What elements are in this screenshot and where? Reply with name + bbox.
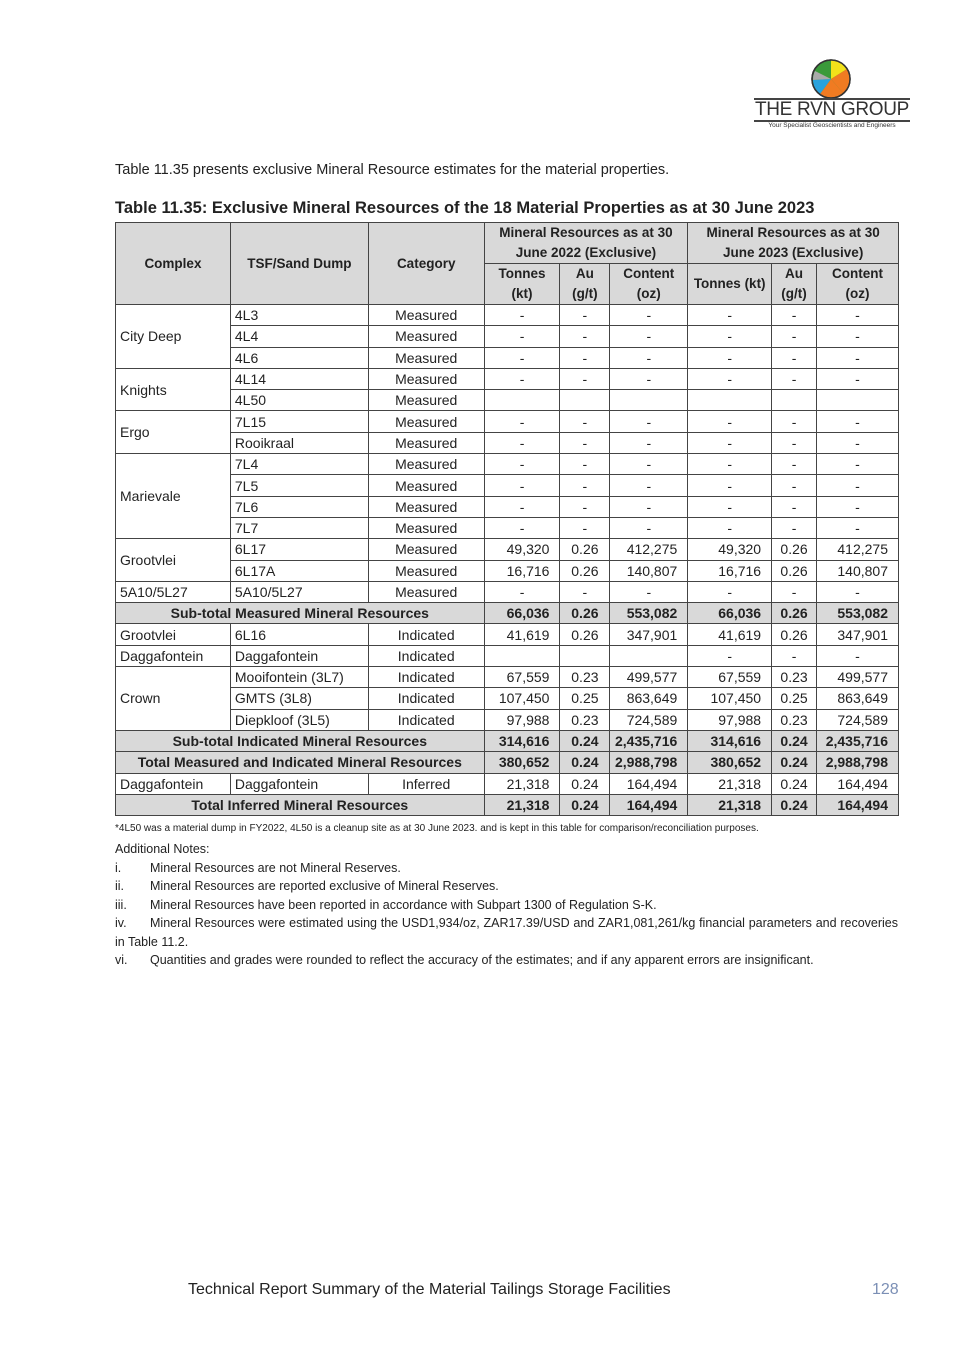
tonnes-2022-cell: -	[484, 432, 560, 453]
content-2022-cell: -	[610, 305, 688, 326]
note-text: Mineral Resources have been reported in accordance with Subpart 1300 of Regulation S-K.	[150, 897, 657, 912]
tonnes-2022-cell: -	[484, 454, 560, 475]
tsf-cell: 7L7	[230, 517, 368, 538]
complex-cell: Grootvlei	[116, 539, 231, 582]
header-category: Category	[368, 223, 484, 305]
tsf-cell: Daggafontein	[230, 645, 368, 666]
category-cell: Measured	[368, 475, 484, 496]
tsf-cell: Diepkloof (3L5)	[230, 709, 368, 730]
au-2023-cell: 0.26	[772, 603, 817, 624]
au-2023-cell: 0.25	[772, 688, 817, 709]
au-2023-cell: 0.26	[772, 560, 817, 581]
au-2022-cell: -	[560, 517, 610, 538]
content-2022-cell: 499,577	[610, 667, 688, 688]
content-2022-cell: -	[610, 326, 688, 347]
subtotal-label: Total Measured and Indicated Mineral Resources	[116, 752, 485, 773]
tonnes-2023-cell: 21,318	[688, 794, 772, 815]
au-2022-cell: -	[560, 432, 610, 453]
content-2023-cell: -	[816, 517, 898, 538]
table-row	[116, 411, 899, 432]
intro-paragraph: Table 11.35 presents exclusive Mineral Resource estimates for the material properties.	[115, 162, 670, 178]
content-2022-cell: -	[610, 411, 688, 432]
content-2023-cell	[816, 390, 898, 411]
table-row	[116, 645, 899, 666]
tonnes-2022-cell: -	[484, 496, 560, 517]
content-2022-cell	[610, 645, 688, 666]
au-2022-cell: -	[560, 347, 610, 368]
note-number: ii.	[115, 879, 125, 893]
content-2022-cell: 2,988,798	[610, 752, 688, 773]
tsf-cell: 5A10/5L27	[230, 581, 368, 602]
category-cell: Measured	[368, 368, 484, 389]
tsf-cell: 4L50	[230, 390, 368, 411]
au-2022-cell: 0.23	[560, 667, 610, 688]
note-number: i.	[115, 860, 122, 875]
tsf-cell: 4L14	[230, 368, 368, 389]
au-2022-cell: -	[560, 368, 610, 389]
page-footer: Technical Report Summary of the Material Tailings Storage Facilities	[188, 1281, 671, 1298]
note-item	[115, 877, 898, 896]
content-2023-cell: 347,901	[816, 624, 898, 645]
note-item	[115, 951, 898, 970]
category-cell: Measured	[368, 326, 484, 347]
tonnes-2023-cell: -	[688, 454, 772, 475]
au-2022-cell: -	[560, 496, 610, 517]
tonnes-2023-cell: 107,450	[688, 688, 772, 709]
note-text: Mineral Resources were estimated using the USD1,934/oz, ZAR17.39/USD and ZAR1,081,261/kg financial parameters and recoveries in Table 11.2.	[115, 916, 898, 949]
content-2023-cell: -	[816, 326, 898, 347]
au-2023-cell: 0.24	[772, 752, 817, 773]
au-2023-cell	[772, 390, 817, 411]
content-2023-cell: -	[816, 454, 898, 475]
au-2022-cell: 0.24	[560, 773, 610, 794]
note-number: vi.	[115, 953, 128, 967]
tonnes-2022-cell: -	[484, 581, 560, 602]
content-2023-cell: -	[816, 347, 898, 368]
table-row	[116, 709, 899, 730]
tonnes-2022-cell: 66,036	[484, 603, 560, 624]
au-2022-cell: 0.24	[560, 752, 610, 773]
header-2022: Mineral Resources as at 30 June 2022 (Exclusive)	[484, 223, 688, 264]
content-2023-cell: -	[816, 305, 898, 326]
tonnes-2022-cell: -	[484, 305, 560, 326]
complex-cell: Crown	[116, 667, 231, 731]
tonnes-2022-cell: 16,716	[484, 560, 560, 581]
tonnes-2023-cell: 314,616	[688, 730, 772, 751]
tsf-cell: 7L5	[230, 475, 368, 496]
tonnes-2022-cell: -	[484, 517, 560, 538]
au-2023-cell: -	[772, 326, 817, 347]
au-2023-cell: 0.24	[772, 730, 817, 751]
content-2022-cell: 2,435,716	[610, 730, 688, 751]
tsf-cell: 6L17	[230, 539, 368, 560]
subtotal-row	[116, 794, 899, 815]
au-2023-cell: -	[772, 517, 817, 538]
category-cell: Measured	[368, 496, 484, 517]
category-cell: Measured	[368, 305, 484, 326]
content-2023-cell: -	[816, 368, 898, 389]
au-2023-cell: -	[772, 581, 817, 602]
category-cell: Indicated	[368, 688, 484, 709]
rvn-group-logo	[752, 58, 912, 134]
tonnes-2022-cell: 107,450	[484, 688, 560, 709]
content-2023-cell: -	[816, 581, 898, 602]
au-2022-cell: -	[560, 454, 610, 475]
header-content-2022: Content (oz)	[610, 264, 688, 305]
content-2023-cell: 499,577	[816, 667, 898, 688]
au-2023-cell: -	[772, 347, 817, 368]
tonnes-2022-cell: 314,616	[484, 730, 560, 751]
logo-name: THE RVN GROUP	[754, 99, 910, 120]
category-cell: Measured	[368, 581, 484, 602]
subtotal-row	[116, 730, 899, 751]
table-row	[116, 581, 899, 602]
content-2023-cell: 412,275	[816, 539, 898, 560]
note-item	[115, 914, 898, 951]
complex-cell: Daggafontein	[116, 645, 231, 666]
tsf-cell: 7L15	[230, 411, 368, 432]
category-cell: Inferred	[368, 773, 484, 794]
au-2022-cell: -	[560, 305, 610, 326]
category-cell: Indicated	[368, 709, 484, 730]
category-cell: Measured	[368, 390, 484, 411]
tonnes-2023-cell: 67,559	[688, 667, 772, 688]
tonnes-2023-cell: -	[688, 411, 772, 432]
content-2022-cell: 863,649	[610, 688, 688, 709]
header-tonnes-2023: Tonnes (kt)	[688, 264, 772, 305]
tonnes-2022-cell: 49,320	[484, 539, 560, 560]
au-2022-cell: -	[560, 411, 610, 432]
table-row	[116, 326, 899, 347]
au-2023-cell: 0.24	[772, 794, 817, 815]
content-2022-cell: 553,082	[610, 603, 688, 624]
complex-cell: Ergo	[116, 411, 231, 454]
au-2022-cell: 0.23	[560, 709, 610, 730]
content-2022-cell: -	[610, 496, 688, 517]
note-text: Quantities and grades were rounded to reflect the accuracy of the estimates; and if any apparent errors are insignificant.	[150, 953, 814, 967]
content-2023-cell: -	[816, 475, 898, 496]
au-2023-cell: -	[772, 432, 817, 453]
tonnes-2023-cell: -	[688, 496, 772, 517]
table-row	[116, 688, 899, 709]
table-row	[116, 496, 899, 517]
au-2022-cell: -	[560, 581, 610, 602]
tsf-cell: 7L6	[230, 496, 368, 517]
content-2022-cell: -	[610, 517, 688, 538]
tonnes-2023-cell: 21,318	[688, 773, 772, 794]
tsf-cell: GMTS (3L8)	[230, 688, 368, 709]
tonnes-2022-cell: -	[484, 475, 560, 496]
tsf-cell: 6L16	[230, 624, 368, 645]
category-cell: Measured	[368, 454, 484, 475]
note-item	[115, 896, 898, 915]
additional-notes	[115, 840, 898, 970]
au-2022-cell: 0.25	[560, 688, 610, 709]
category-cell: Measured	[368, 539, 484, 560]
content-2022-cell: 164,494	[610, 773, 688, 794]
category-cell: Indicated	[368, 667, 484, 688]
content-2022-cell	[610, 390, 688, 411]
category-cell: Indicated	[368, 624, 484, 645]
note-item	[115, 859, 898, 878]
logo-tagline: Your Specialist Geoscientists and Engineers	[768, 122, 896, 129]
header-complex: Complex	[116, 223, 231, 305]
tonnes-2023-cell: 97,988	[688, 709, 772, 730]
tonnes-2023-cell: -	[688, 581, 772, 602]
header-au-2023: Au (g/t)	[772, 264, 817, 305]
table-caption: Table 11.35: Exclusive Mineral Resources of the 18 Material Properties as at 30 June 2023	[115, 199, 815, 217]
tonnes-2023-cell: 66,036	[688, 603, 772, 624]
tsf-cell: 6L17A	[230, 560, 368, 581]
tonnes-2022-cell: -	[484, 411, 560, 432]
complex-cell: Grootvlei	[116, 624, 231, 645]
category-cell: Measured	[368, 432, 484, 453]
tonnes-2022-cell: -	[484, 368, 560, 389]
complex-cell: 5A10/5L27	[116, 581, 231, 602]
tonnes-2023-cell: -	[688, 645, 772, 666]
tonnes-2022-cell: 41,619	[484, 624, 560, 645]
au-2023-cell: 0.23	[772, 667, 817, 688]
header-content-2023: Content (oz)	[816, 264, 898, 305]
au-2023-cell: -	[772, 368, 817, 389]
au-2023-cell: -	[772, 454, 817, 475]
tonnes-2022-cell: 21,318	[484, 773, 560, 794]
tonnes-2023-cell: 41,619	[688, 624, 772, 645]
content-2023-cell: 863,649	[816, 688, 898, 709]
tsf-cell: Daggafontein	[230, 773, 368, 794]
au-2022-cell: -	[560, 475, 610, 496]
page-number: 128	[872, 1281, 899, 1298]
content-2022-cell: -	[610, 454, 688, 475]
mineral-resources-table	[115, 222, 899, 816]
subtotal-label: Total Inferred Mineral Resources	[116, 794, 485, 815]
note-text: Mineral Resources are not Mineral Reserves.	[150, 860, 401, 875]
category-cell: Indicated	[368, 645, 484, 666]
tsf-cell: 7L4	[230, 454, 368, 475]
content-2023-cell: -	[816, 645, 898, 666]
au-2022-cell	[560, 390, 610, 411]
table-row	[116, 560, 899, 581]
subtotal-label: Sub-total Measured Mineral Resources	[116, 603, 485, 624]
content-2023-cell: 2,435,716	[816, 730, 898, 751]
table-row	[116, 368, 899, 389]
content-2023-cell: 164,494	[816, 794, 898, 815]
table-row	[116, 667, 899, 688]
au-2023-cell: 0.26	[772, 539, 817, 560]
au-2023-cell: -	[772, 411, 817, 432]
content-2022-cell: -	[610, 581, 688, 602]
content-2023-cell: 553,082	[816, 603, 898, 624]
tonnes-2022-cell	[484, 390, 560, 411]
content-2022-cell: 412,275	[610, 539, 688, 560]
header-tsf: TSF/Sand Dump	[230, 223, 368, 305]
complex-cell: Marievale	[116, 454, 231, 539]
category-cell: Measured	[368, 517, 484, 538]
content-2022-cell: -	[610, 347, 688, 368]
au-2022-cell: 0.24	[560, 730, 610, 751]
subtotal-row	[116, 752, 899, 773]
content-2023-cell: 140,807	[816, 560, 898, 581]
content-2022-cell: 140,807	[610, 560, 688, 581]
table-row	[116, 454, 899, 475]
content-2023-cell: 164,494	[816, 773, 898, 794]
content-2022-cell: 164,494	[610, 794, 688, 815]
table-row	[116, 624, 899, 645]
tonnes-2022-cell: 380,652	[484, 752, 560, 773]
content-2023-cell: -	[816, 432, 898, 453]
tsf-cell: Rooikraal	[230, 432, 368, 453]
au-2023-cell: -	[772, 645, 817, 666]
table-footnote: *4L50 was a material dump in FY2022, 4L50 is a cleanup site as at 30 June 2023. and is kept in this table for comparison/reconciliation purposes.	[115, 823, 759, 834]
au-2023-cell: -	[772, 475, 817, 496]
tonnes-2022-cell: -	[484, 347, 560, 368]
tsf-cell: 4L3	[230, 305, 368, 326]
note-number: iv.	[115, 916, 127, 930]
au-2022-cell	[560, 645, 610, 666]
tonnes-2023-cell: 16,716	[688, 560, 772, 581]
content-2023-cell: 724,589	[816, 709, 898, 730]
category-cell: Measured	[368, 560, 484, 581]
au-2022-cell: 0.26	[560, 539, 610, 560]
content-2022-cell: -	[610, 475, 688, 496]
content-2022-cell: 724,589	[610, 709, 688, 730]
category-cell: Measured	[368, 411, 484, 432]
subtotal-row	[116, 603, 899, 624]
tonnes-2023-cell	[688, 390, 772, 411]
tonnes-2022-cell: -	[484, 326, 560, 347]
pie-logo-icon	[810, 58, 852, 100]
tonnes-2023-cell: -	[688, 517, 772, 538]
au-2023-cell: 0.24	[772, 773, 817, 794]
table-row	[116, 539, 899, 560]
category-cell: Measured	[368, 347, 484, 368]
au-2022-cell: 0.26	[560, 624, 610, 645]
table-row	[116, 475, 899, 496]
au-2023-cell: -	[772, 305, 817, 326]
complex-cell: Daggafontein	[116, 773, 231, 794]
content-2023-cell: -	[816, 496, 898, 517]
au-2022-cell: 0.24	[560, 794, 610, 815]
complex-cell: City Deep	[116, 305, 231, 369]
tonnes-2023-cell: -	[688, 347, 772, 368]
au-2023-cell: 0.26	[772, 624, 817, 645]
note-number: iii.	[115, 897, 127, 912]
content-2022-cell: -	[610, 368, 688, 389]
subtotal-label: Sub-total Indicated Mineral Resources	[116, 730, 485, 751]
tonnes-2023-cell: -	[688, 305, 772, 326]
notes-title: Additional Notes:	[115, 842, 210, 856]
au-2023-cell: 0.23	[772, 709, 817, 730]
tonnes-2023-cell: -	[688, 326, 772, 347]
table-row	[116, 432, 899, 453]
table-row	[116, 773, 899, 794]
tonnes-2023-cell: -	[688, 368, 772, 389]
header-2023: Mineral Resources as at 30 June 2023 (Exclusive)	[688, 223, 899, 264]
table-row	[116, 347, 899, 368]
tonnes-2022-cell: 97,988	[484, 709, 560, 730]
content-2023-cell: 2,988,798	[816, 752, 898, 773]
au-2022-cell: -	[560, 326, 610, 347]
tsf-cell: 4L4	[230, 326, 368, 347]
tsf-cell: 4L6	[230, 347, 368, 368]
tonnes-2023-cell: -	[688, 432, 772, 453]
au-2022-cell: 0.26	[560, 560, 610, 581]
tonnes-2022-cell: 21,318	[484, 794, 560, 815]
header-tonnes-2022: Tonnes (kt)	[484, 264, 560, 305]
tonnes-2023-cell: 49,320	[688, 539, 772, 560]
header-au-2022: Au (g/t)	[560, 264, 610, 305]
content-2022-cell: -	[610, 432, 688, 453]
au-2022-cell: 0.26	[560, 603, 610, 624]
note-text: Mineral Resources are reported exclusive of Mineral Reserves.	[150, 879, 499, 893]
tonnes-2022-cell	[484, 645, 560, 666]
tonnes-2023-cell: 380,652	[688, 752, 772, 773]
table-row	[116, 390, 899, 411]
tonnes-2023-cell: -	[688, 475, 772, 496]
table-row	[116, 517, 899, 538]
table-row	[116, 305, 899, 326]
tsf-cell: Mooifontein (3L7)	[230, 667, 368, 688]
content-2023-cell: -	[816, 411, 898, 432]
au-2023-cell: -	[772, 496, 817, 517]
complex-cell: Knights	[116, 368, 231, 411]
content-2022-cell: 347,901	[610, 624, 688, 645]
tonnes-2022-cell: 67,559	[484, 667, 560, 688]
